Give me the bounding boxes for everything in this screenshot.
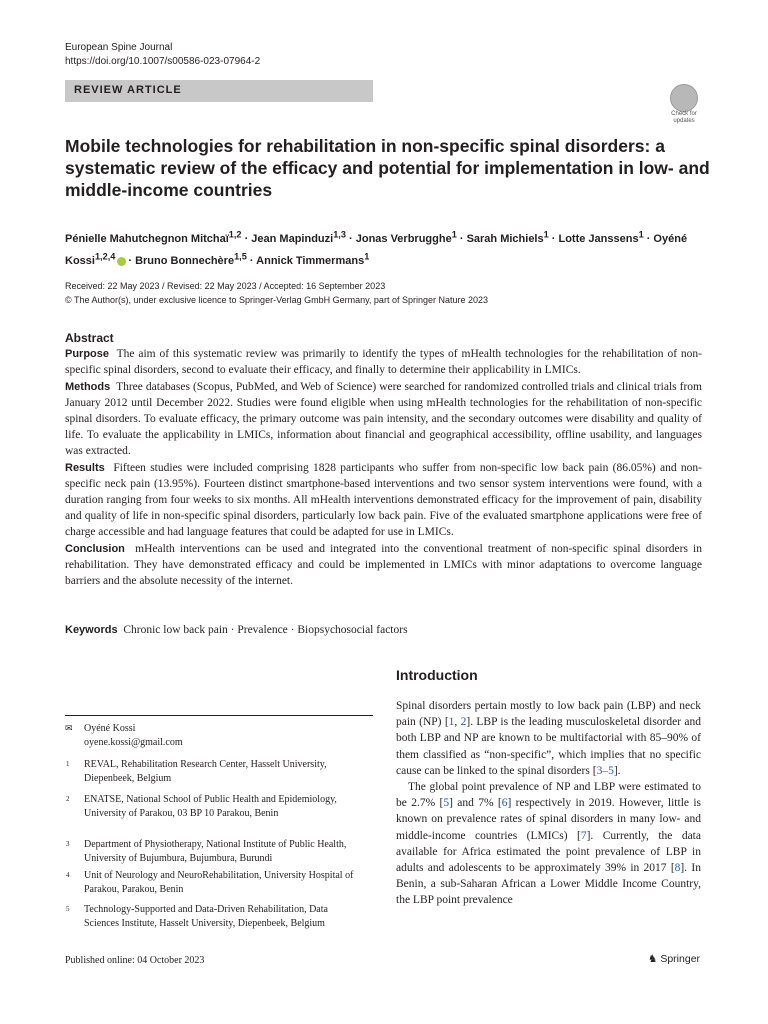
abstract-purpose: Purpose The aim of this systematic review was primarily to identify the types of mHealth technologies for the rehabilitation of non-specific spinal disorders, second to evaluate their efficacy, and finally to determine their applicability in LMICs. <box>65 348 702 377</box>
affiliation-item: 5 Technology-Supported and Data-Driven Rehabilitation, Data Sciences Institute, Hasselt University, Diepenbeek, Belgium <box>66 904 328 929</box>
publisher-name: Springer <box>660 953 701 965</box>
copyright-line: © The Author(s), under exclusive licence to Springer-Verlag GmbH Germany, part of Springer Nature 2023 <box>65 295 488 305</box>
article-title: Mobile technologies for rehabilitation in non-specific spinal disorders: a systematic review of the efficacy and potential for implementation in low- and middle-income countries <box>65 136 710 200</box>
journal-name: European Spine Journal <box>65 42 173 53</box>
intro-paragraph-1: Spinal disorders pertain mostly to low back pain (LBP) and neck pain (NP) [1, 2]. LBP is the leading musculoskeletal disorder and both LBP and NP are known to be multifactorial with 85–90% of them classified as “non-specific”, which implies that no specific cause can be linked to the spinal disorders [3–5]. <box>396 700 702 777</box>
abstract-conclusion: Conclusion mHealth interventions can be used and integrated into the conventional treatment of non-specific spinal disorders in rehabilitation. They have demonstrated efficacy and could be implemented in LMICs with minor adaptations to overcome language barriers and the absolute necessity of the internet. <box>65 542 702 588</box>
introduction-heading: Introduction <box>396 667 478 683</box>
received-dates: Received: 22 May 2023 / Revised: 22 May 2023 / Accepted: 16 September 2023 <box>65 281 386 291</box>
abstract-results: Results Fifteen studies were included comprising 1828 participants who suffer from non-specific low back pain (86.05%) and non-specific neck pain (13.95%). Fourteen distinct smartphone-based interventions and two sensor system interventions were found, with a duration ranging from four weeks to six months. All mHealth interventions demonstrated efficacy for the improvement of pain, disability and quality of life in non-specific spinal disorders, particularly low back pain. Five of the evaluated smartphone applications were free of charge accessible and had language features that could be adapted for use in LMICs. <box>65 461 703 539</box>
springer-logo <box>648 953 700 965</box>
article-dates <box>65 279 488 307</box>
authors-tail: · Bruno Bonnechère$^{1,5}$ · Annick Timmermans$^1$ <box>128 251 370 268</box>
check-updates-icon <box>670 84 698 112</box>
abstract-section <box>65 330 702 589</box>
affiliation-item: 3 Department of Physiotherapy, National Institute of Public Health, University of Bujumbura, Bujumbura, Burundi <box>66 839 347 864</box>
author-list <box>65 225 725 270</box>
footnote-divider <box>65 715 373 716</box>
keywords-text: Chronic low back pain · Prevalence · Biopsychosocial factors <box>123 624 408 636</box>
check-updates-text: Check for updates <box>671 111 697 124</box>
published-date: Published online: 04 October 2023 <box>65 955 205 966</box>
correspondence <box>84 722 183 750</box>
authors-main: Pénielle Mahutchegnon Mitchaï$^{1,2}$ · Jean Mapinduzi$^{1,3}$ · Jonas Verbrugghe$^1$ · Sarah Michiels$^1$ · Lotte Janssens$^1$ · Oyéné Kossi$^{1,2,4}$ <box>65 229 688 268</box>
orcid-icon[interactable] <box>117 257 126 266</box>
affiliation-item: 2 ENATSE, National School of Public Health and Epidemiology, University of Parakou, 03 BP 10 Parakou, Benin <box>66 794 337 819</box>
journal-header <box>65 41 260 69</box>
abstract-heading: Abstract <box>65 331 114 345</box>
doi-link[interactable]: https://doi.org/10.1007/s00586-023-07964-2 <box>65 56 261 67</box>
affiliation-item: 4 Unit of Neurology and NeuroRehabilitation, University Hospital of Parakou, Parakou, Benin <box>66 870 354 895</box>
keywords-label: Keywords <box>65 624 118 636</box>
abstract-methods: Methods Three databases (Scopus, PubMed, and Web of Science) were searched for randomized controlled trials and clinical trials from January 2012 until December 2022. Studies were found eligible when using mHealth technologies for the rehabilitation of non-specific spinal disorders. To evaluate efficacy, the primary outcome was pain intensity, and the secondary outcomes were disability and quality of life. To evaluate the applicability in LMICs, information about financial and geographical accessibility, offline usability, and languages was extracted. <box>65 380 702 458</box>
correspondence-email[interactable]: oyene.kossi@gmail.com <box>84 737 183 748</box>
correspondence-name: Oyéné Kossi <box>84 723 136 734</box>
keywords-line <box>65 622 408 638</box>
envelope-icon: ✉ <box>65 723 73 733</box>
introduction-body <box>396 698 701 909</box>
article-type-label: REVIEW ARTICLE <box>74 84 182 96</box>
springer-horse-icon: ♞ <box>648 953 658 965</box>
affiliation-item: 1 REVAL, Rehabilitation Research Center, Hasselt University, Diepenbeek, Belgium <box>66 759 327 784</box>
check-for-updates-badge[interactable] <box>664 84 704 124</box>
intro-paragraph-2: The global point prevalence of NP and LBP were estimated to be 2.7% [5] and 7% [6] respectively in 2019. However, little is known on prevalence rates of spinal disorders in many low- and middle-income countries (LMICs) [7]. Currently, the data available for Africa estimated the point prevalence of LBP in adults and adolescents to be approximately 39% in 2017 [8]. In Benin, a sub-Saharan African a Lower Middle Income Country, the LBP point prevalence <box>396 781 702 907</box>
